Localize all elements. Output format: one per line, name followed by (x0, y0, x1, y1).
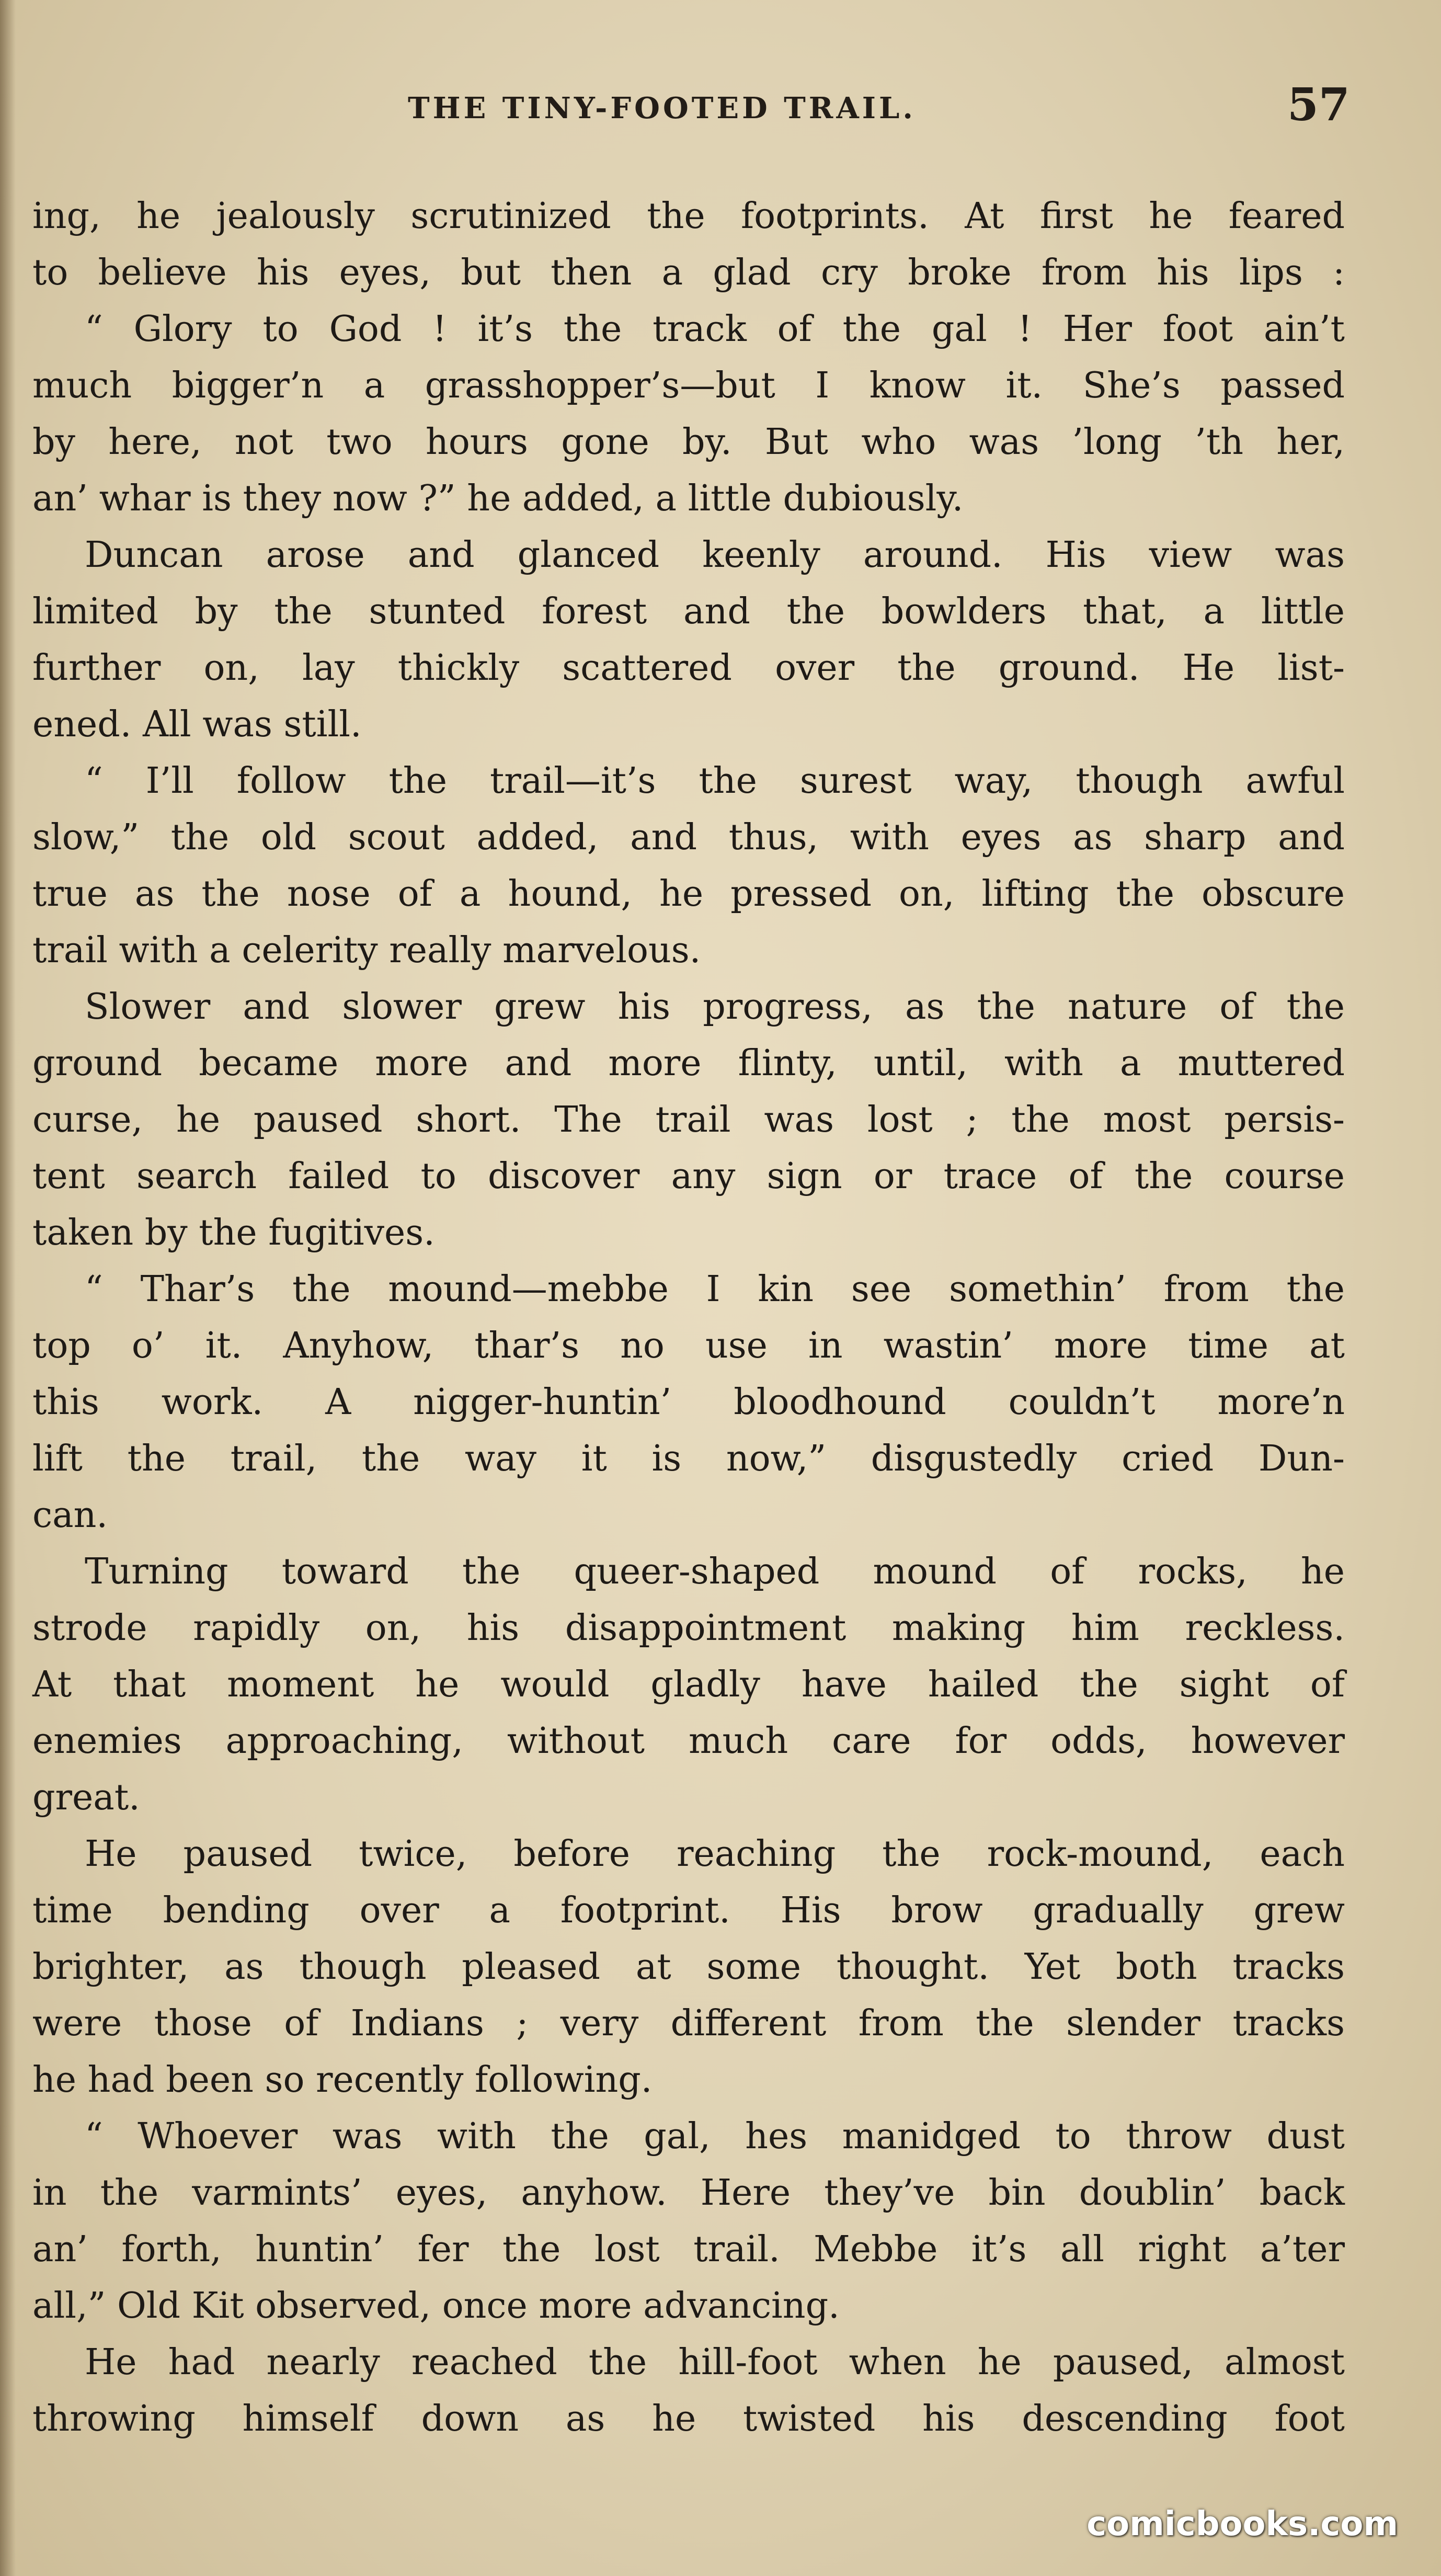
text-line: curse, he paused short. The trail was lost ; the most persis- (32, 1099, 1345, 1141)
text-line: At that moment he would gladly have hailed the sight of (32, 1664, 1345, 1705)
text-line: time bending over a footprint. His brow gradually grew (32, 1890, 1345, 1931)
text-line: lift the trail, the way it is now,” disgustedly cried Dun- (32, 1438, 1345, 1479)
text-line: great. (32, 1777, 140, 1818)
text-line: “ I’ll follow the trail—it’s the surest way, though awful (85, 760, 1345, 802)
text-line: all,” Old Kit observed, once more advancing. (32, 2285, 840, 2327)
text-line: an’ whar is they now ?” he added, a little dubiously. (32, 478, 964, 519)
text-line: slow,” the old scout added, and thus, with eyes as sharp and (32, 817, 1345, 858)
text-line: were those of Indians ; very different from the slender tracks (32, 2003, 1345, 2044)
text-line: “ Thar’s the mound—mebbe I kin see somethin’ from the (85, 1269, 1345, 1310)
text-line: taken by the fugitives. (32, 1212, 435, 1253)
text-line: can. (32, 1495, 108, 1536)
text-line: he had been so recently following. (32, 2059, 653, 2101)
text-line: Duncan arose and glanced keenly around. His view was (85, 534, 1345, 576)
text-line: Slower and slower grew his progress, as the nature of the (85, 986, 1345, 1028)
text-line: by here, not two hours gone by. But who was ’long ’th her, (32, 421, 1345, 463)
page-gutter-shadow (0, 0, 16, 2576)
text-line: tent search failed to discover any sign or trace of the course (32, 1156, 1345, 1197)
text-line: this work. A nigger-huntin’ bloodhound couldn’t more’n (32, 1382, 1345, 1423)
text-line: Turning toward the queer-shaped mound of rocks, he (85, 1551, 1345, 1592)
text-line: He paused twice, before reaching the rock-mound, each (85, 1833, 1345, 1875)
text-line: an’ forth, huntin’ fer the lost trail. Mebbe it’s all right a’ter (32, 2229, 1345, 2270)
text-line: trail with a celerity really marvelous. (32, 930, 701, 971)
running-header (0, 78, 1441, 141)
text-line: top o’ it. Anyhow, thar’s no use in wastin’ more time at (32, 1325, 1345, 1366)
text-line: strode rapidly on, his disappointment making him reckless. (32, 1608, 1345, 1649)
text-line: in the varmints’ eyes, anyhow. Here they’ve bin doublin’ back (32, 2172, 1345, 2214)
running-title: THE TINY-FOOTED TRAIL. (408, 91, 916, 126)
text-line: further on, lay thickly scattered over the ground. He list- (32, 647, 1345, 689)
text-line: enemies approaching, without much care for odds, however (32, 1720, 1345, 1762)
text-line: true as the nose of a hound, he pressed on, lifting the obscure (32, 873, 1345, 915)
text-line: much bigger’n a grasshopper’s—but I know it. She’s passed (32, 365, 1345, 406)
text-line: to believe his eyes, but then a glad cry broke from his lips : (32, 252, 1345, 293)
text-line: brighter, as though pleased at some thought. Yet both tracks (32, 1946, 1345, 1988)
text-line: limited by the stunted forest and the bowlders that, a little (32, 591, 1345, 632)
text-line: ing, he jealously scrutinized the footprints. At first he feared (32, 196, 1345, 237)
body-text (32, 188, 1345, 2447)
text-line: ground became more and more flinty, until, with a muttered (32, 1043, 1345, 1084)
page-number: 57 (1287, 78, 1350, 131)
text-line: ened. All was still. (32, 704, 362, 745)
text-line: “ Glory to God ! it’s the track of the gal ! Her foot ain’t (85, 309, 1345, 350)
text-line: throwing himself down as he twisted his descending foot (32, 2398, 1345, 2440)
text-line: “ Whoever was with the gal, hes manidged to throw dust (85, 2116, 1345, 2157)
text-line: He had nearly reached the hill-foot when he paused, almost (85, 2342, 1345, 2383)
site-watermark: comicbooks.com (1087, 2505, 1398, 2544)
